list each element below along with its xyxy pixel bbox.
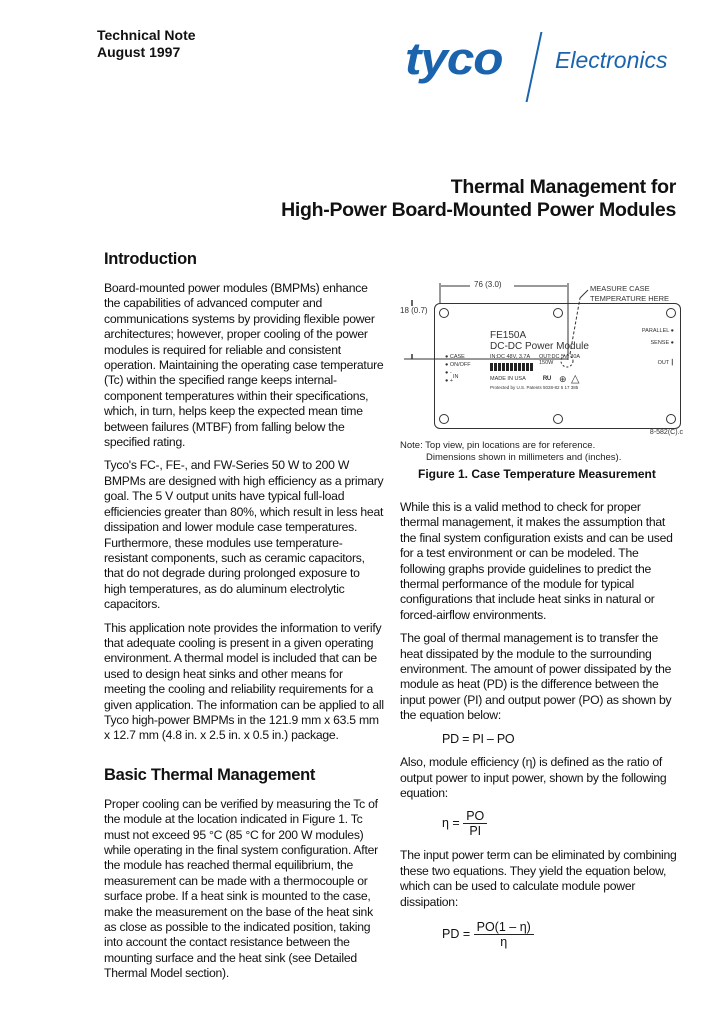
introduction-heading: Introduction (104, 250, 197, 268)
screw-icon (553, 414, 563, 424)
screw-icon (666, 308, 676, 318)
equation-efficiency: η = $\frac{PO}{PI}$ (400, 809, 680, 838)
logo-divider (526, 32, 543, 102)
screw-icon (439, 308, 449, 318)
figure-1 (400, 270, 685, 490)
right-paragraph: While this is a valid method to check for proper thermal management, it makes the assumption that the final system configuration exists and can be used for a test environment or can be modeled. The following graphs provide guidelines to predict the thermal performance of the module for typical configurations that include heat sinks in natural or forced-airflow environments. (400, 500, 673, 622)
patent-text: Protected by U.S. Patents 5028-82 5 17 385 (490, 385, 579, 390)
pin-in-plus: ● + (445, 378, 454, 384)
document-meta (97, 27, 196, 61)
basic-thermal-paragraph: Proper cooling can be verified by measuring the Tc of the module at the location indicated in Figure 1. Tc must not exceed 95 °C (85 °C for 200 W modules) while operating in the final system configuration. After the module has reached thermal equilibrium, the measurement can be made with a thermocouple or surface probe. If a heat sink is mounted to the case, make the measurement on the base of the heat sink as close as possible to the indicated position, taking into account the contact resistance between the mounting surface and the heat sink (see Detailed Thermal Model section). (104, 796, 378, 981)
rating-power: 150W (539, 360, 554, 366)
dim-vertical: 18 (0.7) (400, 306, 428, 315)
rating-out: OUT:DC 5V, 30A (539, 354, 581, 360)
doc-date: August 1997 (97, 44, 181, 60)
pin-in-minus: ● - (445, 370, 452, 376)
tyco-electronics-logo (405, 32, 695, 102)
doc-type: Technical Note (97, 27, 196, 43)
right-column (400, 500, 680, 949)
ce-triangle-icon: △ (571, 373, 580, 385)
pin-sense: SENSE ● (650, 340, 674, 346)
right-paragraph: Also, module efficiency (η) is defined as the ratio of output power to input power, shown by the following equation: (400, 755, 667, 800)
figure-caption: Figure 1. Case Temperature Measurement (418, 467, 656, 481)
drawing-id: 8-582(C).c (649, 429, 683, 436)
barcode (490, 363, 534, 371)
intro-paragraph: Tyco's FC-, FE-, and FW-Series 50 W to 200 W BMPMs are designed with high efficiency as a primary goal. The 5 V output units have typical full-load efficiencies greater than 80%, which result in less heat dissipation and lower module case temperatures. Furthermore, these modules use temperature-resistant components, such as ceramic capacitors, that do not degrade during prolonged exposure to high temperatures, as do aluminum electrolytic capacitors. (104, 458, 384, 612)
screw-icon (666, 414, 676, 424)
equation-power-dissipation: PD = PI – PO (442, 731, 515, 746)
pin-case: ● CASE (445, 354, 465, 360)
module-desc: DC-DC Power Module (490, 341, 589, 352)
module-model: FE150A (490, 330, 527, 341)
equation-dissipation-efficiency: PD = $\frac{PO(1 - \eta)}{\eta}$ (400, 920, 680, 949)
ul-mark-icon: ᴿᵁ (543, 374, 552, 384)
logo-division: Electronics (555, 47, 668, 73)
dim-horizontal: 76 (3.0) (474, 280, 502, 289)
module-outline (434, 303, 681, 429)
rating-in: IN:DC 48V, 3.7A (490, 354, 531, 360)
measure-callout: MEASURE CASE TEMPERATURE HERE (590, 284, 670, 303)
pin-in-label: IN (453, 374, 459, 380)
made-in: MADE IN USA (490, 376, 526, 382)
csa-mark-icon: ⊕ (559, 374, 567, 384)
page-title (281, 176, 676, 222)
right-paragraph: The goal of thermal management is to transfer the heat dissipated by the module to the surrounding environment. The amount of power dissipated by the module as heat (PD) is the difference between the input power (PI) and output power (PO) as shown by the equation below: (400, 631, 672, 723)
pin-parallel: PARALLEL ● (641, 328, 674, 334)
intro-paragraph: Board-mounted power modules (BMPMs) enhance the capabilities of advanced computer and communications systems by providing flexible power architectures; however, proper cooling of the power modules is required for reliable and consistent operation. Maintaining the operating case temperature (Tc) within the specified range keeps internal-component temperatures within their specifications, which, in turn, helps keep the expected mean time between failures (MTBF) from falling below the specified rating. (104, 281, 384, 450)
title-line-1: Thermal Management for (450, 176, 676, 198)
right-paragraph: The input power term can be eliminated by combining these two equations. They yield the equation below, which can be used to calculate module power dissipation: (400, 848, 677, 909)
figure-note: Note: Top view, pin locations are for reference. Dimensions shown in millimeters and (inches). (400, 440, 622, 463)
intro-paragraph: This application note provides the information to verify that adequate cooling is present in a given operating environment. A thermal model is included that can be used to design heat sinks and other means for meeting the cooling and reliability requirements for a given application. The information can be applied to all Tyco high-power BMPMs in the 121.9 mm x 63.5 mm x 12.7 mm (4.8 in. x 2.5 in. x 0.5 in.) package. (104, 620, 384, 743)
pin-onoff: ● ON/OFF (445, 362, 471, 368)
screw-icon (439, 414, 449, 424)
logo-brand: tyco (405, 33, 503, 84)
title-line-2: High-Power Board-Mounted Power Modules (281, 199, 676, 221)
screw-icon (553, 308, 563, 318)
basic-thermal-heading: Basic Thermal Management (104, 765, 316, 784)
left-column (104, 250, 384, 990)
pin-out: OUT ┃ (657, 360, 674, 366)
